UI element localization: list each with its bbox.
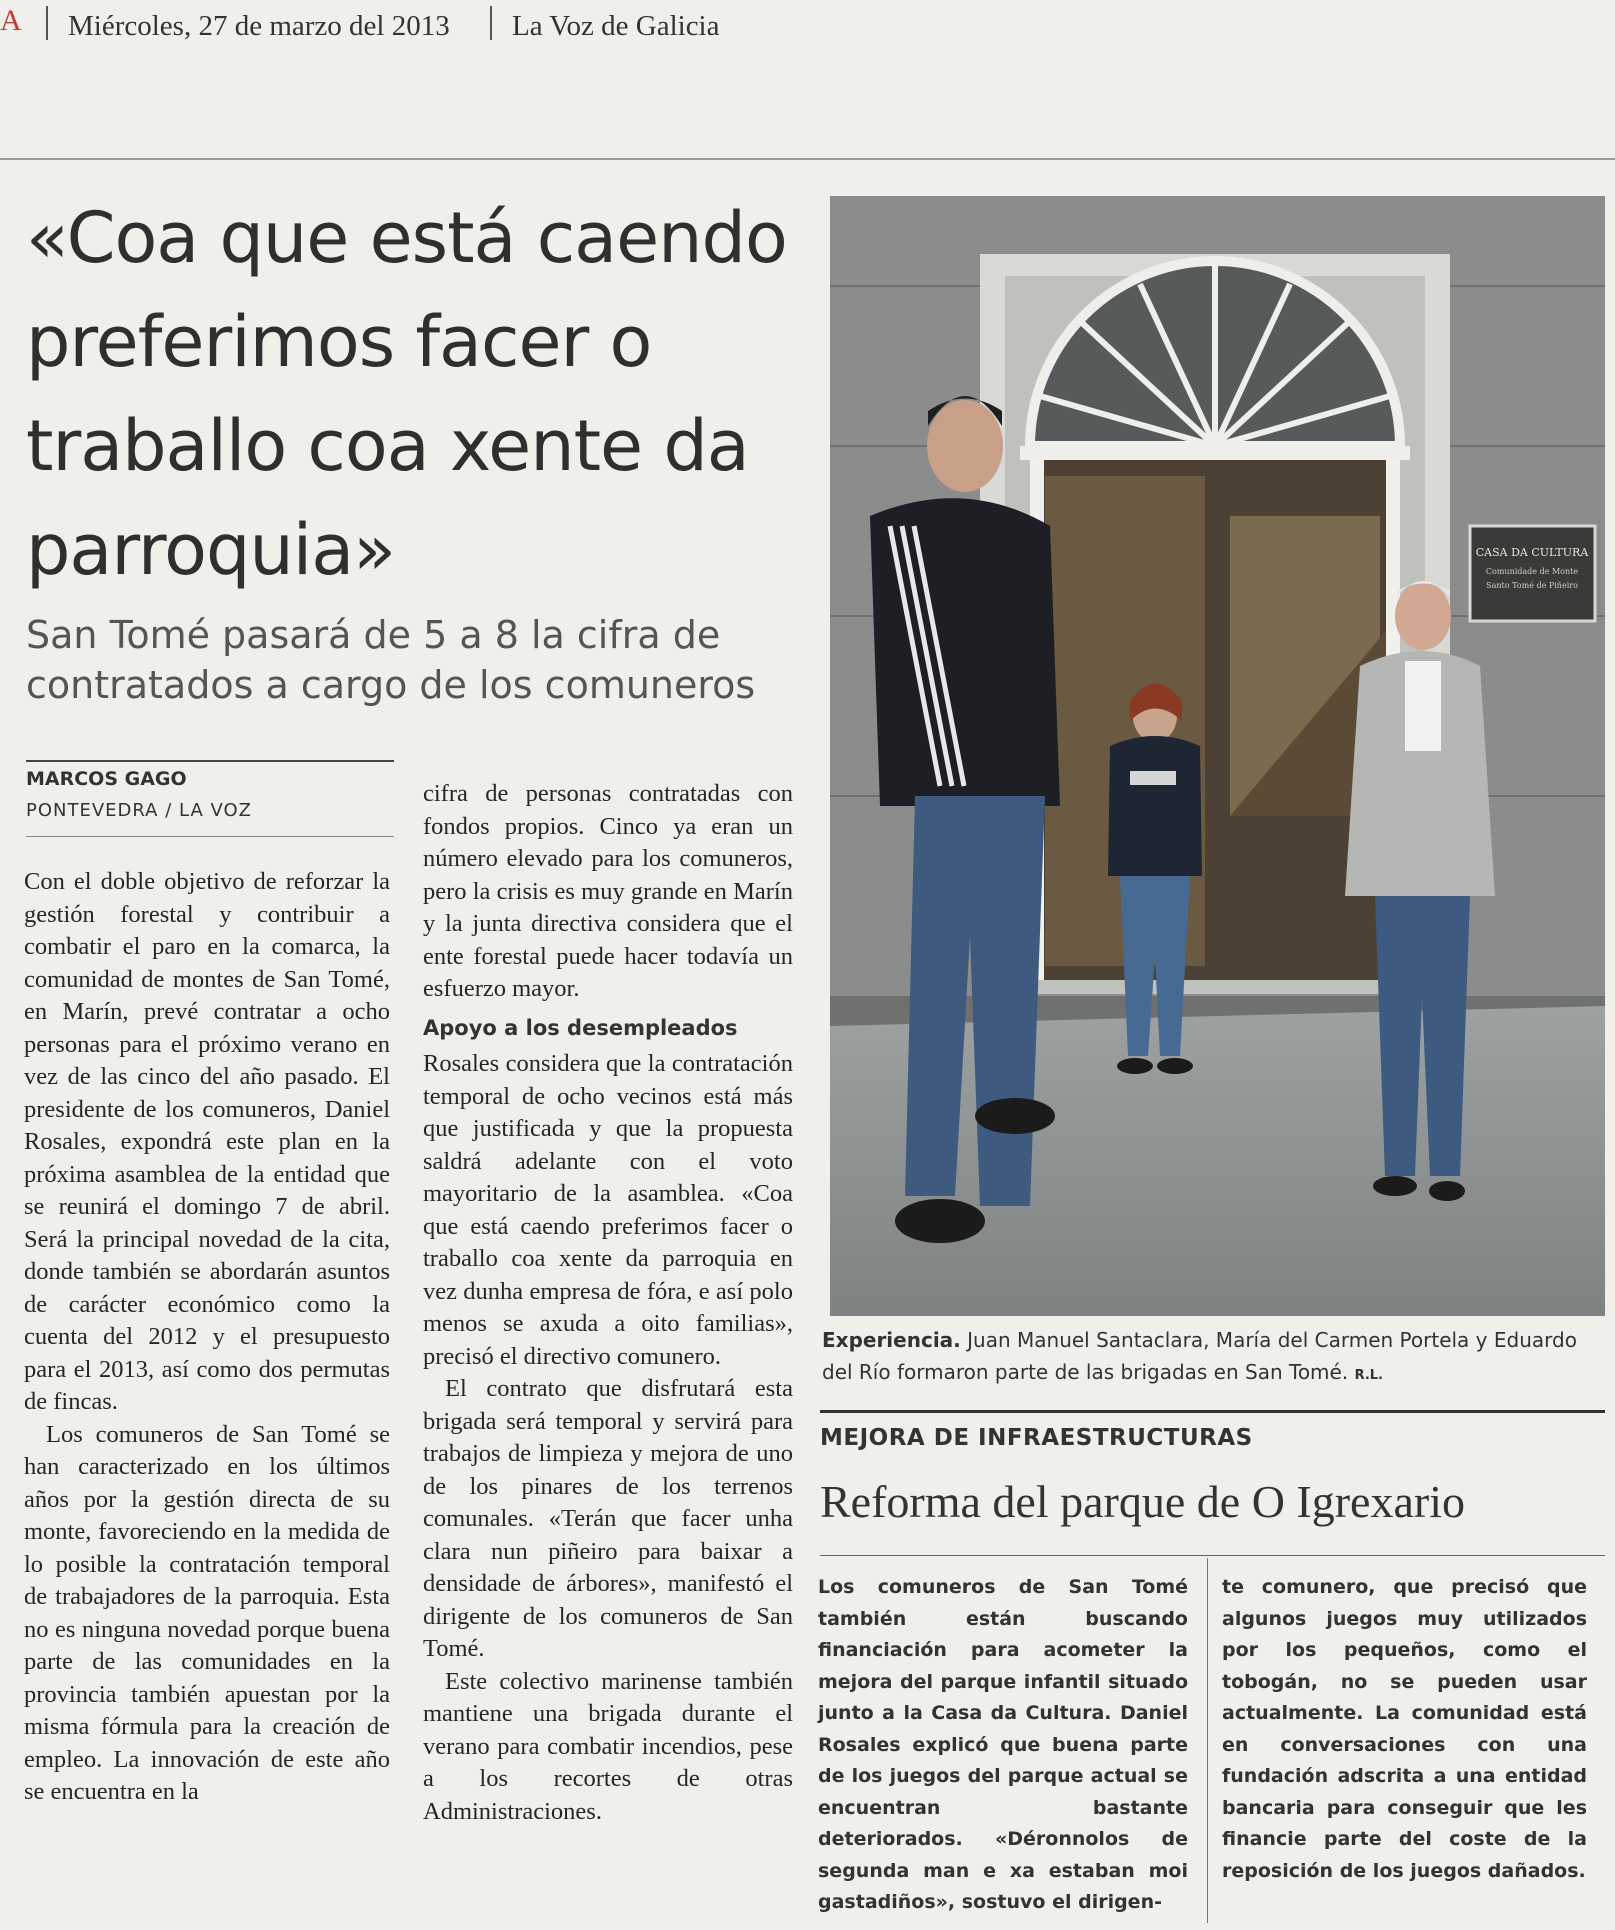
newspaper-name: La Voz de Galicia bbox=[512, 10, 720, 42]
headline: «Coa que está caendo preferimos facer o traballo coa xente da parroquia» bbox=[26, 197, 787, 591]
sidebar-top-rule bbox=[820, 1410, 1605, 1413]
byline-rule bbox=[26, 760, 394, 762]
caption-text: Juan Manuel Santaclara, María del Carmen Portela y Eduardo del Río formaron parte de las brigadas en San Tomé. bbox=[822, 1328, 1577, 1384]
photo-caption bbox=[822, 1324, 1602, 1392]
sidebar-title: Reforma del parque de O Igrexario bbox=[820, 1476, 1465, 1527]
building-sign-line: Comunidade de Monte bbox=[1485, 567, 1579, 576]
article-column-1 bbox=[24, 866, 390, 1809]
article-paragraph: El contrato que disfrutará esta brigada será temporal y servirá para trabajos de limpieza y mejora de uno de los pinares de los terrenos comunales. «Terán que facer unha clara nun piñeiro para baixar a densidade de árbores», manifestó el dirigente de los comuneros de San Tomé. bbox=[423, 1375, 793, 1662]
building-sign-line: Santo Tomé de Piñeiro bbox=[1486, 581, 1578, 590]
article-paragraph: Con el doble objetivo de reforzar la gestión forestal y contribuir a combatir el paro en la comarca, la comunidad de montes de San Tomé, en Marín, prevé contratar a ocho personas para el próximo verano en vez de las cinco del año pasado. El presidente de los comuneros, Daniel Rosales, expondrá este plan en la próxima asamblea de la entidad que se reunirá el domingo 7 de abril. Será la principal novedad de la cita, donde también se abordarán asuntos de carácter económico como la cuenta del 2012 y el presupuesto para el 2013, así como dos permutas de fincas. bbox=[24, 868, 390, 1415]
sidebar-column-1: Los comuneros de San Tomé también están buscando financiación para acometer la mejora del parque infantil situado junto a la Casa da Cultura. Daniel Rosales explicó que buena parte de los juegos del parque actual se encuentran bastante deteriorados. «Déronnolos de segunda man e xa estaban moi gastadiños», sostuvo el dirigen- bbox=[818, 1576, 1188, 1913]
byline-location: PONTEVEDRA / LA VOZ bbox=[26, 800, 252, 821]
building-sign-title: CASA DA CULTURA bbox=[1475, 546, 1589, 559]
header-divider bbox=[46, 6, 48, 40]
article-paragraph: Rosales considera que la contratación temporal de ocho vecinos está más que justificada y que la propuesta saldrá adelante con el voto mayoritario de la asamblea. «Coa que está caendo preferimos facer o traballo coa xente da parroquia en vez dunha empresa de fóra, e así polo menos se axuda a oito familias», precisó el directivo comunero. bbox=[423, 1050, 793, 1370]
article-paragraph: Los comuneros de San Tomé se han caracterizado en los últimos años por la gestión directa de su monte, favoreciendo en la medida de lo posible la contratación temporal de trabajadores de la parroquia. Esta no es ninguna novedad porque buena parte de las comunidades en la provincia también apuestan por la misma fórmula para la creación de empleo. La innovación de este año se encuentra en la bbox=[24, 1420, 390, 1805]
sidebar-rule bbox=[820, 1555, 1605, 1556]
sidebar-kicker: MEJORA DE INFRAESTRUCTURAS bbox=[820, 1425, 1253, 1451]
publication-date: Miércoles, 27 de marzo del 2013 bbox=[68, 10, 450, 42]
caption-lead: Experiencia. bbox=[822, 1328, 961, 1352]
article-subheading: Apoyo a los desempleados bbox=[423, 1015, 738, 1040]
news-photo bbox=[830, 196, 1605, 1316]
byline-author: MARCOS GAGO bbox=[26, 768, 187, 790]
section-letter: A bbox=[0, 4, 22, 37]
photo-credit: R.L. bbox=[1354, 1368, 1383, 1383]
article-paragraph: cifra de personas contratadas con fondos propios. Cinco ya eran un número elevado para los comuneros, pero la crisis es muy grande en Marín y la junta directiva considera que el ente forestal puede hacer todavía un esfuerzo mayor. bbox=[423, 780, 793, 1002]
article-paragraph: Este colectivo marinense también mantiene una brigada durante el verano para combatir incendios, pese a los recortes de otras Administraciones. bbox=[423, 1667, 793, 1825]
sidebar-column-divider bbox=[1207, 1558, 1208, 1923]
photo-illustration bbox=[830, 196, 1605, 1316]
sidebar-column-2: te comunero, que precisó que algunos juegos muy utilizados por los pequeños, como el tobogán, no se pueden usar actualmente. La comunidad está en conversaciones con una fundación adscrita a una entidad bancaria para conseguir que les financie parte del coste de la reposición de los juegos dañados. bbox=[1222, 1576, 1587, 1882]
article-column-2 bbox=[423, 778, 793, 1828]
deck: San Tomé pasará de 5 a 8 la cifra de contratados a cargo de los comuneros bbox=[26, 613, 756, 707]
top-rule bbox=[0, 158, 1615, 160]
byline-rule-bottom bbox=[26, 836, 394, 837]
header-divider bbox=[490, 6, 492, 40]
